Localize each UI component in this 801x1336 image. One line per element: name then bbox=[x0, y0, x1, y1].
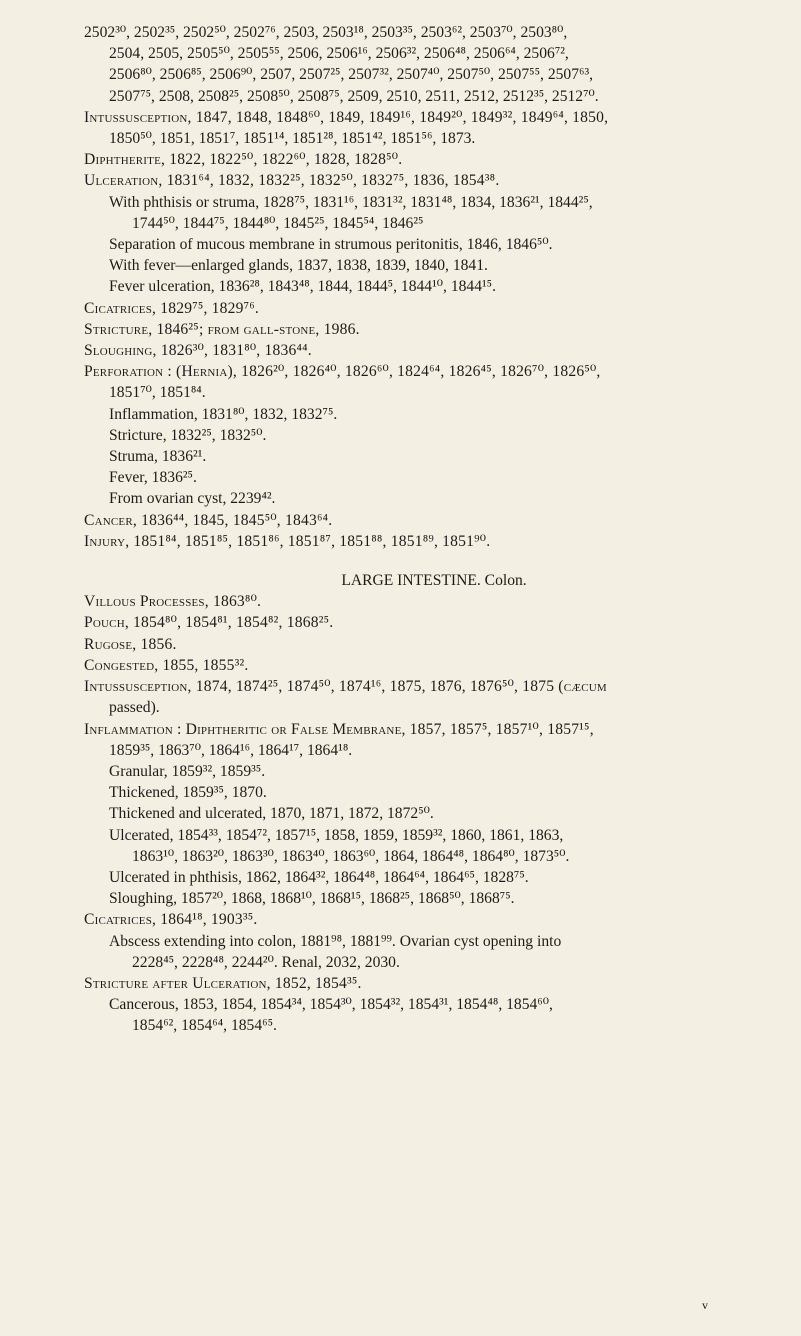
text-line: Abscess extending into colon, 1881⁹⁸, 1881⁹⁹. Ovarian cyst opening into bbox=[109, 932, 562, 950]
entry-cicatrices: Cicatrices, 1829⁷⁵, 1829⁷⁶. bbox=[84, 299, 260, 317]
text-line: 2228⁴⁵, 2228⁴⁸, 2244²⁰. Renal, 2032, 2030. bbox=[132, 953, 400, 971]
text-line: 1859³⁵, 1863⁷⁰, 1864¹⁶, 1864¹⁷, 1864¹⁸. bbox=[109, 741, 353, 759]
text-line: Granular, 1859³², 1859³⁵. bbox=[109, 762, 266, 780]
text-line: Ulcerated, 1854³³, 1854⁷², 1857¹⁵, 1858, 1859, 1859³², 1860, 1861, 1863, bbox=[109, 826, 564, 844]
entry-inflammation: Inflammation : Diphtheritic or False Membrane, 1857, 1857⁵, 1857¹⁰, 1857¹⁵, bbox=[84, 720, 594, 738]
text-line: Thickened, 1859³⁵, 1870. bbox=[109, 784, 267, 802]
text-line: 1744⁵⁰, 1844⁷⁵, 1844⁸⁰, 1845²⁵, 1845⁵⁴, 1846²⁵ bbox=[132, 214, 424, 232]
entry-intussusception-colon: Intussusception, 1874, 1874²⁵, 1874⁵⁰, 1874¹⁶, 1875, 1876, 1876⁵⁰, 1875 (cæcum bbox=[84, 678, 607, 696]
entry-sloughing: Sloughing, 1826³⁰, 1831⁸⁰, 1836⁴⁴. bbox=[84, 342, 312, 360]
text-line: Separation of mucous membrane in strumous peritonitis, 1846, 1846⁵⁰. bbox=[109, 236, 553, 254]
text-line: Cancerous, 1853, 1854, 1854³⁴, 1854³⁰, 1854³², 1854³¹, 1854⁴⁸, 1854⁶⁰, bbox=[109, 996, 553, 1014]
entry-perforation: Perforation : (Hernia), 1826²⁰, 1826⁴⁰, 1826⁶⁰, 1824⁶⁴, 1826⁴⁵, 1826⁷⁰, 1826⁵⁰, bbox=[84, 363, 601, 381]
entry-stricture: Stricture, 1846²⁵; from gall-stone, 1986. bbox=[84, 320, 360, 338]
section-gap bbox=[84, 552, 784, 570]
text-line: From ovarian cyst, 2239⁴². bbox=[109, 490, 276, 508]
text-line: 1851⁷⁰, 1851⁸⁴. bbox=[109, 384, 206, 402]
text-line: 1850⁵⁰, 1851, 1851⁷, 1851¹⁴, 1851²⁸, 1851⁴², 1851⁵⁶, 1873. bbox=[109, 130, 476, 148]
entry-cicatrices-colon: Cicatrices, 1864¹⁸, 1903³⁵. bbox=[84, 911, 258, 929]
text-line: 1863¹⁰, 1863²⁰, 1863³⁰, 1863⁴⁰, 1863⁶⁰, 1864, 1864⁴⁸, 1864⁸⁰, 1873⁵⁰. bbox=[132, 847, 570, 865]
entry-intussusception: Intussusception, 1847, 1848, 1848⁶⁰, 1849, 1849¹⁶, 1849²⁰, 1849³², 1849⁶⁴, 1850, bbox=[84, 108, 609, 126]
text-line: 2504, 2505, 2505⁵⁰, 2505⁵⁵, 2506, 2506¹⁶, 2506³², 2506⁴⁸, 2506⁶⁴, 2506⁷², bbox=[109, 45, 569, 63]
text-line: With fever—enlarged glands, 1837, 1838, 1839, 1840, 1841. bbox=[109, 257, 488, 275]
text-line: Thickened and ulcerated, 1870, 1871, 1872, 1872⁵⁰. bbox=[109, 805, 434, 823]
entry-ulceration: Ulceration, 1831⁶⁴, 1832, 1832²⁵, 1832⁵⁰, 1832⁷⁵, 1836, 1854³⁸. bbox=[84, 172, 500, 190]
entry-villous-processes: Villous Processes, 1863⁸⁰. bbox=[84, 593, 262, 611]
entry-rugose: Rugose, 1856. bbox=[84, 635, 177, 653]
text-line: 2507⁷⁵, 2508, 2508²⁵, 2508⁵⁰, 2508⁷⁵, 2509, 2510, 2511, 2512, 2512³⁵, 2512⁷⁰. bbox=[109, 87, 599, 105]
text-line: Fever ulceration, 1836²⁸, 1843⁴⁸, 1844, 1844⁵, 1844¹⁰, 1844¹⁵. bbox=[109, 278, 497, 296]
text-line: Inflammation, 1831⁸⁰, 1832, 1832⁷⁵. bbox=[109, 405, 338, 423]
text-line: With phthisis or struma, 1828⁷⁵, 1831¹⁶, 1831³², 1831⁴⁸, 1834, 1836²¹, 1844²⁵, bbox=[109, 193, 593, 211]
section-heading: LARGE INTESTINE. Colon. bbox=[341, 572, 527, 590]
entry-injury: Injury, 1851⁸⁴, 1851⁸⁵, 1851⁸⁶, 1851⁸⁷, 1851⁸⁸, 1851⁸⁹, 1851⁹⁰. bbox=[84, 532, 491, 550]
entry-congested: Congested, 1855, 1855³². bbox=[84, 656, 249, 674]
text-line: Stricture, 1832²⁵, 1832⁵⁰. bbox=[109, 426, 267, 444]
text-line: Ulcerated in phthisis, 1862, 1864³², 1864⁴⁸, 1864⁶⁴, 1864⁶⁵, 1828⁷⁵. bbox=[109, 868, 529, 886]
text-line: Sloughing, 1857²⁰, 1868, 1868¹⁰, 1868¹⁵, 1868²⁵, 1868⁵⁰, 1868⁷⁵. bbox=[109, 890, 515, 908]
text-line: Struma, 1836²¹. bbox=[109, 448, 207, 466]
entry-pouch: Pouch, 1854⁸⁰, 1854⁸¹, 1854⁸², 1868²⁵. bbox=[84, 614, 334, 632]
text-line: 2506⁸⁰, 2506⁸⁵, 2506⁹⁰, 2507, 2507²⁵, 2507³², 2507⁴⁰, 2507⁵⁰, 2507⁵⁵, 2507⁶³, bbox=[109, 66, 594, 84]
text-line: Fever, 1836²⁵. bbox=[109, 469, 197, 487]
entry-cancer: Cancer, 1836⁴⁴, 1845, 1845⁵⁰, 1843⁶⁴. bbox=[84, 511, 333, 529]
text-line: 2502³⁰, 2502³⁵, 2502⁵⁰, 2502⁷⁶, 2503, 2503¹⁸, 2503³⁵, 2503⁶², 2503⁷⁰, 2503⁸⁰, bbox=[84, 24, 568, 41]
index-text bbox=[84, 22, 784, 1037]
entry-stricture-after-ulceration: Stricture after Ulceration, 1852, 1854³⁵. bbox=[84, 974, 362, 992]
entry-diphtherite: Diphtherite, 1822, 1822⁵⁰, 1822⁶⁰, 1828, 1828⁵⁰. bbox=[84, 151, 403, 169]
signature-mark: v bbox=[702, 1298, 708, 1312]
text-line: passed). bbox=[109, 699, 160, 717]
text-line: 1854⁶², 1854⁶⁴, 1854⁶⁵. bbox=[132, 1017, 277, 1035]
